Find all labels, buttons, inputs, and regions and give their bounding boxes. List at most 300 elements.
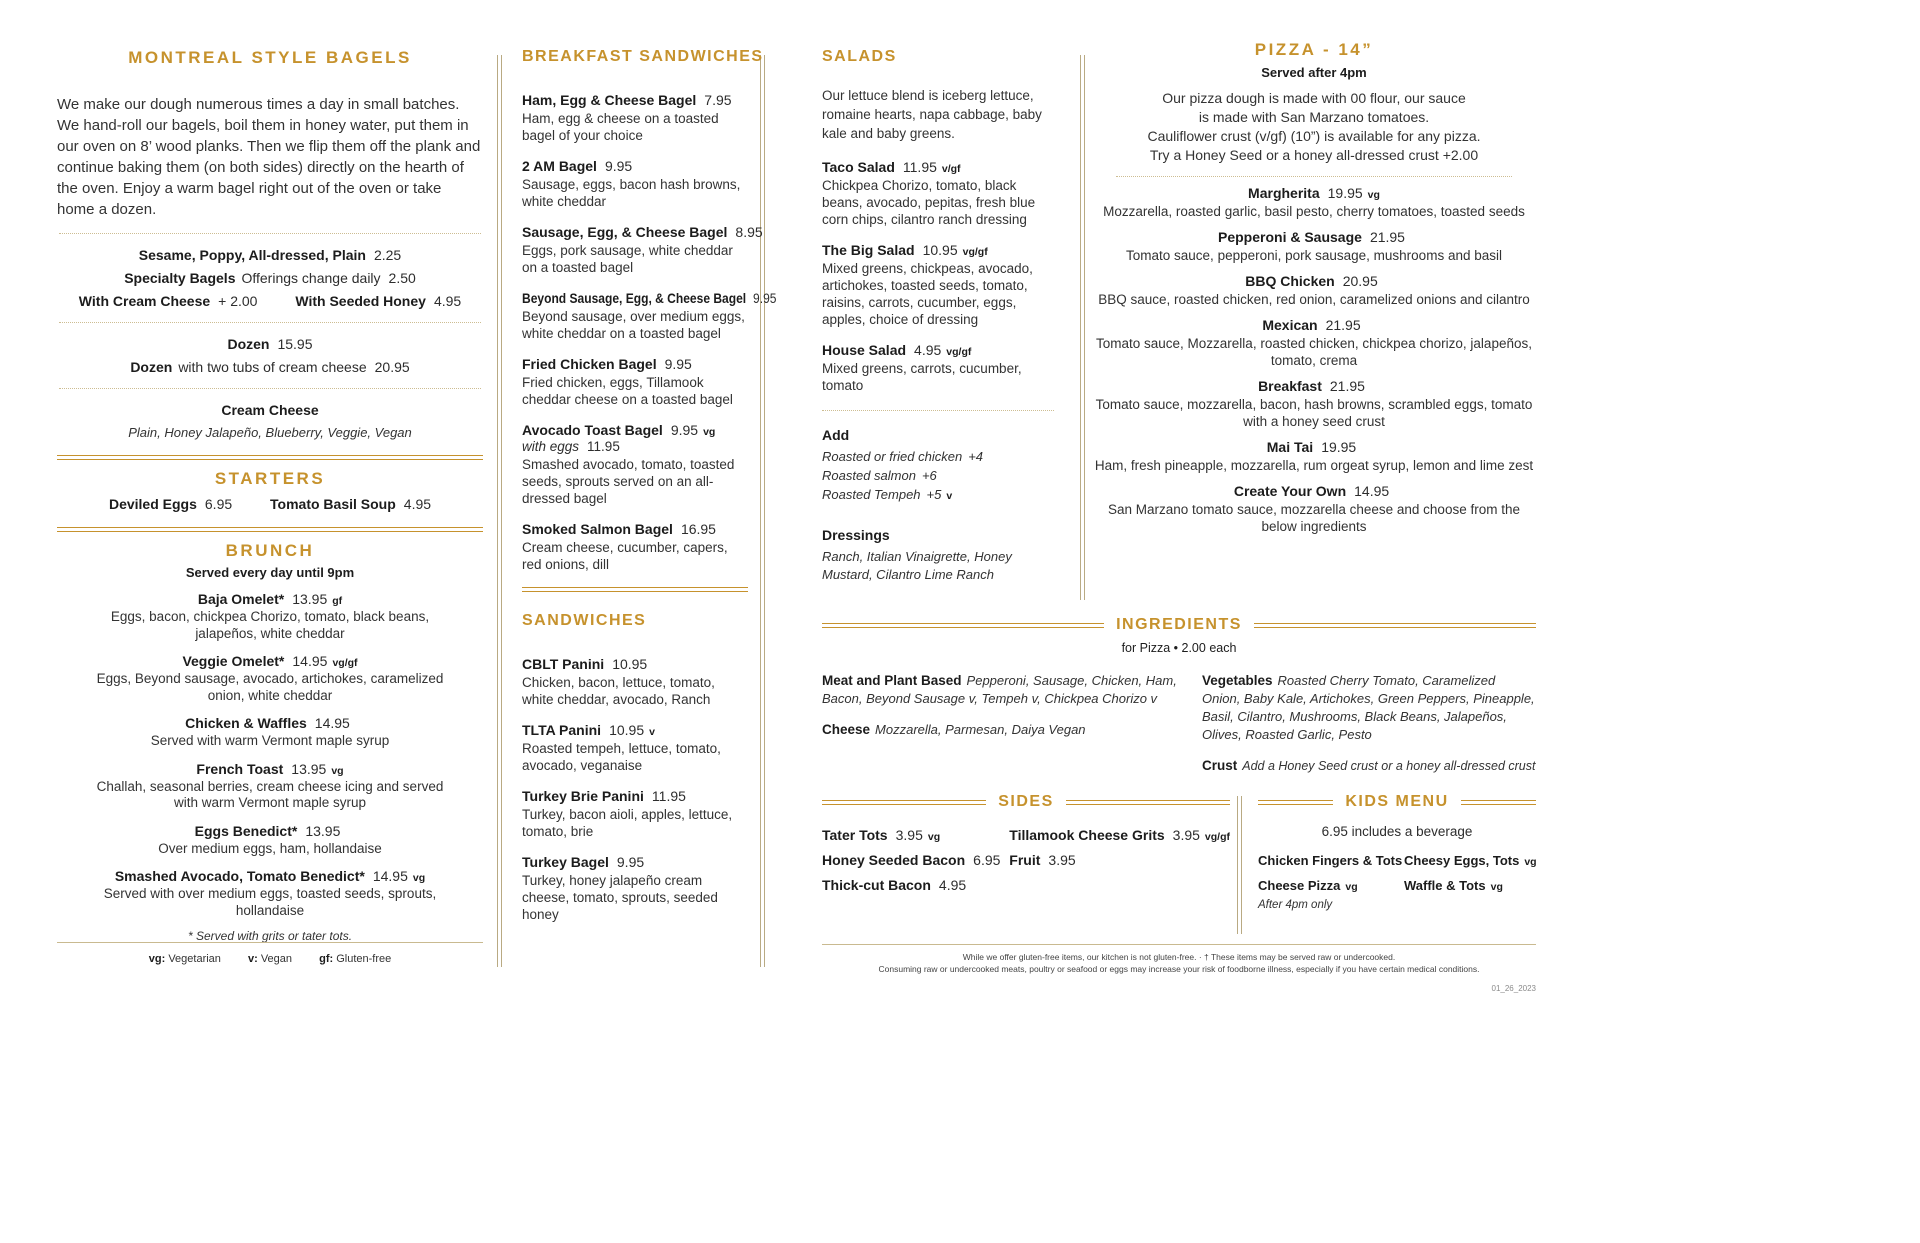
item-price: 9.95	[753, 290, 777, 306]
double-rule	[822, 800, 986, 805]
item-name: The Big Salad	[822, 242, 915, 258]
double-rule	[57, 527, 483, 532]
disclaimer-line: While we offer gluten-free items, our kitchen is not gluten-free. · † These items may be served raw or undercooked.	[962, 952, 1396, 962]
menu-item	[1092, 483, 1536, 535]
item-price: 7.95	[704, 92, 732, 108]
option-price: +6	[921, 468, 937, 483]
kids-subtitle: 6.95 includes a beverage	[1321, 824, 1473, 839]
item-line	[57, 591, 483, 607]
item-line	[1092, 317, 1536, 333]
column-divider	[497, 55, 502, 967]
item-line	[1092, 229, 1536, 245]
item-price: 14.95	[372, 868, 408, 884]
pizza-subtitle: Served after 4pm	[1261, 65, 1367, 80]
legend-label: vg:	[148, 953, 166, 965]
item-description: Fried chicken, eggs, Tillamook cheddar cheese on a toasted bagel	[522, 375, 733, 407]
double-rule	[1461, 800, 1536, 805]
menu-item	[1092, 439, 1536, 474]
dietary-tag: vg/gf	[962, 246, 988, 258]
item-line	[57, 761, 483, 777]
item-description: Mixed greens, carrots, cucumber, tomato	[822, 361, 1022, 393]
dietary-tag: vg/gf	[332, 657, 358, 669]
add-option	[822, 467, 1054, 486]
legend-item	[248, 953, 292, 965]
item-line	[522, 356, 748, 372]
menu-item	[522, 788, 748, 840]
item-name: French Toast	[196, 760, 284, 777]
item-price: 6.95	[973, 852, 1001, 868]
flanked-heading	[822, 616, 1536, 634]
item-line	[822, 159, 1054, 175]
item-description: Tomato sauce, pepperoni, pork sausage, mushrooms and basil	[1126, 248, 1502, 263]
section-title-breakfast-sandwiches: BREAKFAST SANDWICHES	[522, 48, 764, 65]
item-price: 16.95	[680, 521, 716, 537]
kids-columns	[1258, 853, 1536, 911]
item-name: Smashed Avocado, Tomato Benedict*	[114, 868, 365, 884]
item-description: Beyond sausage, over medium eggs, white cheddar on a toasted bagel	[522, 309, 745, 341]
disclaimer	[822, 944, 1536, 975]
section-title-ingredients: INGREDIENTS	[1116, 616, 1242, 633]
dietary-tag: v	[649, 726, 655, 738]
item-name: Chicken Fingers & Tots	[1258, 853, 1403, 868]
item-description: Turkey, bacon aioli, apples, lettuce, tomato, brie	[522, 807, 733, 839]
dietary-tag: vg	[412, 872, 426, 884]
option-price: +5	[926, 487, 942, 502]
ingredients-right-column	[1202, 672, 1536, 788]
item-name: Cream Cheese	[221, 402, 319, 418]
item-price: + 2.00	[218, 293, 258, 309]
pizza-intro-line: Cauliflower crust (v/gf) (10”) is available for any pizza.	[1147, 128, 1481, 144]
add-option	[822, 448, 1054, 467]
menu-item	[522, 422, 748, 507]
menu-item	[1092, 317, 1536, 369]
breakfast-sandwiches-section	[522, 48, 777, 937]
item-price: 11.95	[651, 788, 686, 804]
dietary-tag: gf	[332, 595, 343, 607]
ingredient-group	[1202, 672, 1536, 744]
group-label: Crust	[1202, 758, 1238, 773]
double-rule	[1254, 623, 1536, 628]
item-name: Deviled Eggs	[108, 496, 197, 512]
item-price: 13.95	[292, 591, 328, 607]
item-name: Waffle & Tots	[1404, 878, 1486, 893]
option-price: +4	[968, 449, 984, 464]
menu-item	[822, 852, 1009, 868]
item-description: Tomato sauce, Mozzarella, roasted chicken, chickpea chorizo, jalapeños, tomato, crema	[1096, 336, 1532, 368]
ingredient-group	[822, 721, 1188, 739]
dotted-divider	[59, 388, 481, 389]
menu-item	[57, 293, 483, 309]
item-price: 2.25	[373, 247, 402, 263]
bagels-section	[57, 48, 483, 943]
item-name: With Cream Cheese	[78, 293, 211, 309]
kids-left-column	[1258, 853, 1404, 911]
legend-label: v:	[247, 953, 258, 965]
ingredients-columns	[822, 672, 1536, 788]
sides-columns	[822, 827, 1230, 902]
item-price: 4.95	[938, 877, 967, 893]
double-rule	[522, 587, 748, 592]
menu-item	[57, 715, 483, 750]
item-description: Smashed avocado, tomato, toasted seeds, sprouts served on an all-dressed bagel	[522, 457, 735, 506]
item-name: Fried Chicken Bagel	[522, 356, 657, 372]
pizza-intro	[1092, 89, 1536, 165]
dietary-tag: vg/gf	[946, 346, 972, 358]
item-name: Sesame, Poppy, All-dressed, Plain	[138, 247, 366, 263]
item-price: 14.95	[314, 715, 350, 731]
item-description: Chickpea Chorizo, tomato, black beans, avocado, pepitas, fresh blue corn chips, cilantro ranch dressing	[822, 178, 1036, 227]
section-title-pizza: PIZZA - 14”	[1254, 40, 1374, 59]
item-price: 8.95	[735, 224, 763, 240]
item-price: 9.95	[616, 854, 645, 870]
item-line	[522, 656, 748, 672]
item-line	[57, 715, 483, 731]
item-description: Mixed greens, chickpeas, avocado, artichokes, toasted seeds, tomato, raisins, carrots, cucumber, eggs, apples, choice of dressing	[822, 261, 1033, 327]
item-name: Tomato Basil Soup	[270, 496, 396, 512]
item-name: 2 AM Bagel	[522, 158, 597, 174]
item-line	[1092, 439, 1536, 455]
item-name: CBLT Panini	[522, 656, 605, 672]
menu-item	[1092, 185, 1536, 220]
ingredient-group	[822, 672, 1188, 708]
menu-item	[1092, 229, 1536, 264]
option-text: Roasted or fried chicken	[822, 449, 963, 464]
item-name: Veggie Omelet*	[182, 653, 285, 669]
add-label: Add	[822, 427, 850, 443]
menu-item	[522, 290, 777, 342]
legend-value: Vegan	[260, 953, 293, 965]
dietary-tag: vg	[1345, 881, 1358, 893]
flanked-heading	[822, 793, 1230, 811]
cream-cheese-flavors: Plain, Honey Jalapeño, Blueberry, Veggie, Vegan	[128, 425, 412, 440]
menu-item	[57, 653, 483, 704]
item-description: Sausage, eggs, bacon hash browns, white cheddar	[522, 177, 741, 209]
menu-item	[522, 656, 748, 708]
item-line	[522, 422, 748, 438]
item-name: Create Your Own	[1233, 483, 1347, 499]
legend-label: gf:	[319, 953, 334, 965]
item-name: Baja Omelet*	[197, 591, 285, 607]
item-name: Thick-cut Bacon	[822, 877, 931, 893]
item-name: Margherita	[1248, 185, 1320, 201]
item-line	[822, 342, 1054, 358]
menu-item	[57, 823, 483, 858]
dietary-tag: vg	[1367, 189, 1380, 201]
pizza-intro-line: Try a Honey Seed or a honey all-dressed crust +2.00	[1149, 147, 1479, 163]
item-note: Offerings change daily	[241, 270, 381, 286]
item-description: Challah, seasonal berries, cream cheese icing and served with warm Vermont maple syrup	[96, 778, 444, 810]
menu-item	[1009, 852, 1230, 868]
menu-item	[1092, 378, 1536, 430]
item-price: 21.95	[1329, 378, 1365, 394]
item-line	[57, 868, 483, 884]
ingredients-subtitle: for Pizza • 2.00 each	[1121, 641, 1237, 655]
item-line	[57, 823, 483, 839]
menu-item	[522, 92, 748, 144]
menu-item	[1258, 853, 1404, 868]
item-line	[1092, 273, 1536, 289]
group-label: Cheese	[822, 722, 871, 737]
group-list: Mozzarella, Parmesan, Daiya Vegan	[875, 722, 1086, 737]
item-name: House Salad	[822, 342, 907, 358]
item-description: Eggs, bacon, chickpea Chorizo, tomato, black beans, jalapeños, white cheddar	[110, 609, 430, 641]
item-line	[1092, 378, 1536, 394]
item-line	[522, 788, 748, 804]
pizza-intro-line: is made with San Marzano tomatoes.	[1198, 109, 1430, 125]
item-description: Roasted tempeh, lettuce, tomato, avocado, veganaise	[522, 741, 721, 773]
dietary-legend	[57, 942, 483, 965]
item-description: Tomato sauce, mozzarella, bacon, hash browns, scrambled eggs, tomato with a honey seed crust	[1095, 397, 1533, 429]
item-name: Eggs Benedict*	[194, 822, 298, 839]
menu-item	[822, 242, 1054, 328]
menu-item	[1258, 878, 1404, 893]
item-description: Over medium eggs, ham, hollandaise	[158, 840, 382, 856]
item-description: Eggs, pork sausage, white cheddar on a toasted bagel	[522, 243, 733, 275]
menu-item	[522, 224, 763, 276]
menu-item	[270, 496, 431, 512]
dietary-tag: vg/gf	[1204, 831, 1230, 843]
salads-section	[822, 48, 1054, 584]
item-price: 2.50	[388, 270, 416, 286]
legend-item	[319, 953, 391, 965]
item-line	[522, 92, 748, 108]
item-price: 15.95	[277, 336, 313, 352]
double-rule	[822, 623, 1104, 628]
item-price: 10.95	[612, 656, 648, 672]
menu-item	[79, 293, 258, 309]
item-line	[522, 224, 763, 240]
group-label: Vegetables	[1202, 673, 1273, 688]
double-rule	[57, 455, 483, 460]
brunch-footnote: * Served with grits or tater tots.	[187, 929, 353, 943]
item-name: Dozen	[130, 359, 173, 375]
item-name: Dozen	[227, 336, 270, 352]
menu-item	[1009, 827, 1230, 843]
ingredients-section	[822, 616, 1536, 788]
item-price: 4.95	[433, 293, 462, 309]
item-price: 4.95	[403, 496, 432, 512]
item-price: 3.95	[1048, 852, 1076, 868]
menu-item	[522, 356, 748, 408]
item-description: Served with warm Vermont maple syrup	[150, 733, 390, 748]
menu-item	[57, 336, 483, 352]
item-description: Mozzarella, roasted garlic, basil pesto, cherry tomatoes, toasted seeds	[1103, 204, 1525, 219]
item-price: 13.95	[291, 760, 327, 777]
item-price: 10.95	[922, 242, 958, 258]
group-list: Add a Honey Seed crust or a honey all-dressed crust	[1242, 759, 1536, 773]
item-name: Mexican	[1262, 317, 1318, 333]
item-name: Taco Salad	[822, 159, 895, 175]
item-sub-name: with eggs	[522, 439, 580, 454]
menu-item	[522, 854, 748, 923]
section-title-starters: STARTERS	[214, 469, 326, 488]
dietary-tag: vg	[703, 426, 716, 438]
sides-section	[822, 793, 1230, 902]
item-price: 19.95	[1327, 185, 1363, 201]
ingredients-left-column	[822, 672, 1188, 788]
item-price: 19.95	[1321, 439, 1357, 455]
item-description: Cream cheese, cucumber, capers, red onions, dill	[522, 540, 728, 572]
section-title-kids-menu: KIDS MENU	[1345, 793, 1449, 810]
double-rule	[1066, 800, 1230, 805]
bagels-intro: We make our dough numerous times a day in small batches. We hand-roll our bagels, boil them in honey water, put them in our oven on 8’ wood planks. Then we flip them off the plank and continue baking them (on both sides) directly on the hearth of the oven. Enjoy a warm bagel right out of the oven or take home a dozen.	[57, 96, 481, 218]
item-line	[522, 521, 748, 537]
item-line	[522, 722, 748, 738]
item-price: 14.95	[292, 653, 328, 669]
menu-item	[822, 159, 1054, 228]
section-title-brunch: BRUNCH	[225, 541, 315, 560]
item-description: Ham, fresh pineapple, mozzarella, rum orgeat syrup, lemon and lime zest	[1094, 458, 1534, 473]
flanked-heading	[1258, 793, 1536, 811]
item-description: Turkey, honey jalapeño cream cheese, tomato, sprouts, seeded honey	[522, 873, 718, 922]
dotted-divider	[59, 233, 481, 234]
menu-item	[822, 877, 1009, 893]
item-name: TLTA Panini	[522, 722, 602, 738]
item-price: 21.95	[1325, 317, 1361, 333]
item-name: Pepperoni & Sausage	[1218, 229, 1362, 245]
item-price: 21.95	[1369, 229, 1405, 245]
menu-item	[1092, 273, 1536, 308]
item-description: Eggs, Beyond sausage, avocado, artichokes, caramelized onion, white cheddar	[96, 671, 444, 703]
brunch-subtitle: Served every day until 9pm	[185, 565, 355, 580]
pizza-intro-line: Our pizza dough is made with 00 flour, our sauce	[1162, 90, 1466, 106]
item-sub-price: 11.95	[587, 439, 620, 454]
option-text: Roasted Tempeh	[822, 487, 921, 502]
column-divider	[760, 55, 765, 967]
menu-item	[57, 868, 483, 919]
menu-item	[1404, 853, 1537, 868]
group-list: Roasted Cherry Tomato, Caramelized Onion, Baby Kale, Artichokes, Green Peppers, Pineapple, Basil, Cilantro, Mushrooms, Black Beans, Jalapeños, Olives, Roasted Garlic, Pesto	[1202, 673, 1535, 742]
double-rule	[1258, 800, 1333, 805]
dietary-tag: v/gf	[941, 163, 961, 175]
item-name: Ham, Egg & Cheese Bagel	[522, 92, 697, 108]
menu-item	[57, 591, 483, 642]
item-description: Chicken, bacon, lettuce, tomato, white cheddar, avocado, Ranch	[522, 675, 715, 707]
item-line	[522, 290, 777, 306]
dietary-tag: vg	[927, 831, 941, 843]
menu-item	[57, 359, 483, 375]
column-divider	[1080, 55, 1085, 600]
item-name: Turkey Bagel	[522, 854, 609, 870]
group-label: Meat and Plant Based	[822, 673, 962, 688]
option-text: Roasted salmon	[822, 468, 916, 483]
item-line	[522, 158, 748, 174]
menu-item	[109, 496, 232, 512]
dressings-label: Dressings	[822, 527, 890, 543]
item-subline	[522, 439, 748, 454]
item-price: 20.95	[1342, 273, 1378, 289]
column-divider	[1237, 796, 1242, 934]
item-description: Ham, egg & cheese on a toasted bagel of your choice	[522, 111, 719, 143]
dietary-tag: vg	[1490, 881, 1503, 893]
item-name: With Seeded Honey	[295, 293, 426, 309]
dietary-tag: vg	[1524, 856, 1537, 868]
item-name: Specialty Bagels	[124, 270, 236, 286]
item-name: Smoked Salmon Bagel	[522, 521, 673, 537]
pizza-section	[1092, 40, 1536, 544]
menu-item	[57, 270, 483, 286]
disclaimer-line: Consuming raw or undercooked meats, poultry or seafood or eggs may increase your risk of foodborne illness, especially if you have certain medical conditions.	[878, 964, 1480, 974]
sides-right-column	[1009, 827, 1230, 902]
item-name: Tater Tots	[822, 827, 888, 843]
item-name: Mai Tai	[1266, 439, 1314, 455]
item-price: 9.95	[664, 356, 692, 372]
kids-menu-section	[1258, 793, 1536, 911]
item-name: Fruit	[1009, 852, 1041, 868]
item-price: 20.95	[374, 359, 410, 375]
item-name: BBQ Chicken	[1245, 273, 1335, 289]
menu-item	[822, 342, 1054, 394]
item-name: Cheese Pizza	[1258, 878, 1341, 893]
menu-item	[1404, 878, 1537, 893]
menu-item	[522, 158, 748, 210]
item-description: BBQ sauce, roasted chicken, red onion, caramelized onions and cilantro	[1098, 292, 1530, 307]
starters-row	[57, 496, 483, 512]
menu-item	[57, 761, 483, 812]
item-line	[1092, 483, 1536, 499]
menu-item	[822, 827, 1009, 843]
dietary-tag: vg	[331, 764, 344, 777]
item-line	[57, 653, 483, 669]
sides-left-column	[822, 827, 1009, 902]
item-price: 9.95	[604, 158, 633, 174]
salads-intro: Our lettuce blend is iceberg lettuce, romaine hearts, napa cabbage, baby kale and baby greens.	[822, 88, 1042, 141]
item-price: 14.95	[1354, 483, 1390, 499]
dotted-divider	[1116, 176, 1512, 177]
menu-item	[522, 722, 748, 774]
item-line	[1092, 185, 1536, 201]
section-title-salads: SALADS	[822, 48, 897, 65]
dressings-list: Ranch, Italian Vinaigrette, Honey Mustard, Cilantro Lime Ranch	[822, 549, 1012, 582]
item-note: with two tubs of cream cheese	[178, 359, 367, 375]
dietary-tag: v	[946, 490, 953, 502]
item-description: Served with over medium eggs, toasted seeds, sprouts, hollandaise	[103, 886, 437, 918]
menu-item	[522, 521, 748, 573]
item-name: Tillamook Cheese Grits	[1009, 827, 1165, 843]
menu-version: 01_26_2023	[1491, 984, 1536, 993]
item-price: 10.95	[609, 722, 645, 738]
item-price: 13.95	[305, 822, 341, 839]
item-line	[522, 854, 748, 870]
item-name: Beyond Sausage, Egg, & Cheese Bagel	[522, 290, 747, 306]
item-line	[822, 242, 1054, 258]
item-price: 6.95	[204, 496, 233, 512]
menu-item	[57, 247, 483, 263]
legend-value: Vegetarian	[168, 953, 221, 965]
item-name: Honey Seeded Bacon	[822, 852, 966, 868]
legend-value: Gluten-free	[336, 953, 392, 965]
section-title-bagels: MONTREAL STYLE BAGELS	[128, 48, 412, 67]
legend-item	[149, 953, 221, 965]
dotted-divider	[59, 322, 481, 323]
group-list: Pepperoni, Sausage, Chicken, Ham, Bacon, Beyond Sausage v, Tempeh v, Chickpea Chorizo v	[822, 673, 1177, 706]
item-name: Breakfast	[1258, 378, 1322, 394]
item-price: 3.95	[895, 827, 923, 843]
item-price: 3.95	[1172, 827, 1200, 843]
add-option	[822, 486, 1054, 505]
item-name: Cheesy Eggs, Tots	[1404, 853, 1520, 868]
item-price: 9.95	[670, 422, 699, 438]
item-name: Chicken & Waffles	[185, 715, 307, 731]
kids-note: After 4pm only	[1258, 899, 1333, 911]
kids-right-column	[1404, 853, 1537, 911]
item-name: Turkey Brie Panini	[522, 788, 644, 804]
item-description: San Marzano tomato sauce, mozzarella cheese and choose from the below ingredients	[1108, 502, 1520, 534]
ingredient-group	[1202, 757, 1536, 775]
item-name: Sausage, Egg, & Cheese Bagel	[522, 224, 728, 240]
menu-item	[57, 402, 483, 418]
dotted-divider	[822, 410, 1054, 411]
